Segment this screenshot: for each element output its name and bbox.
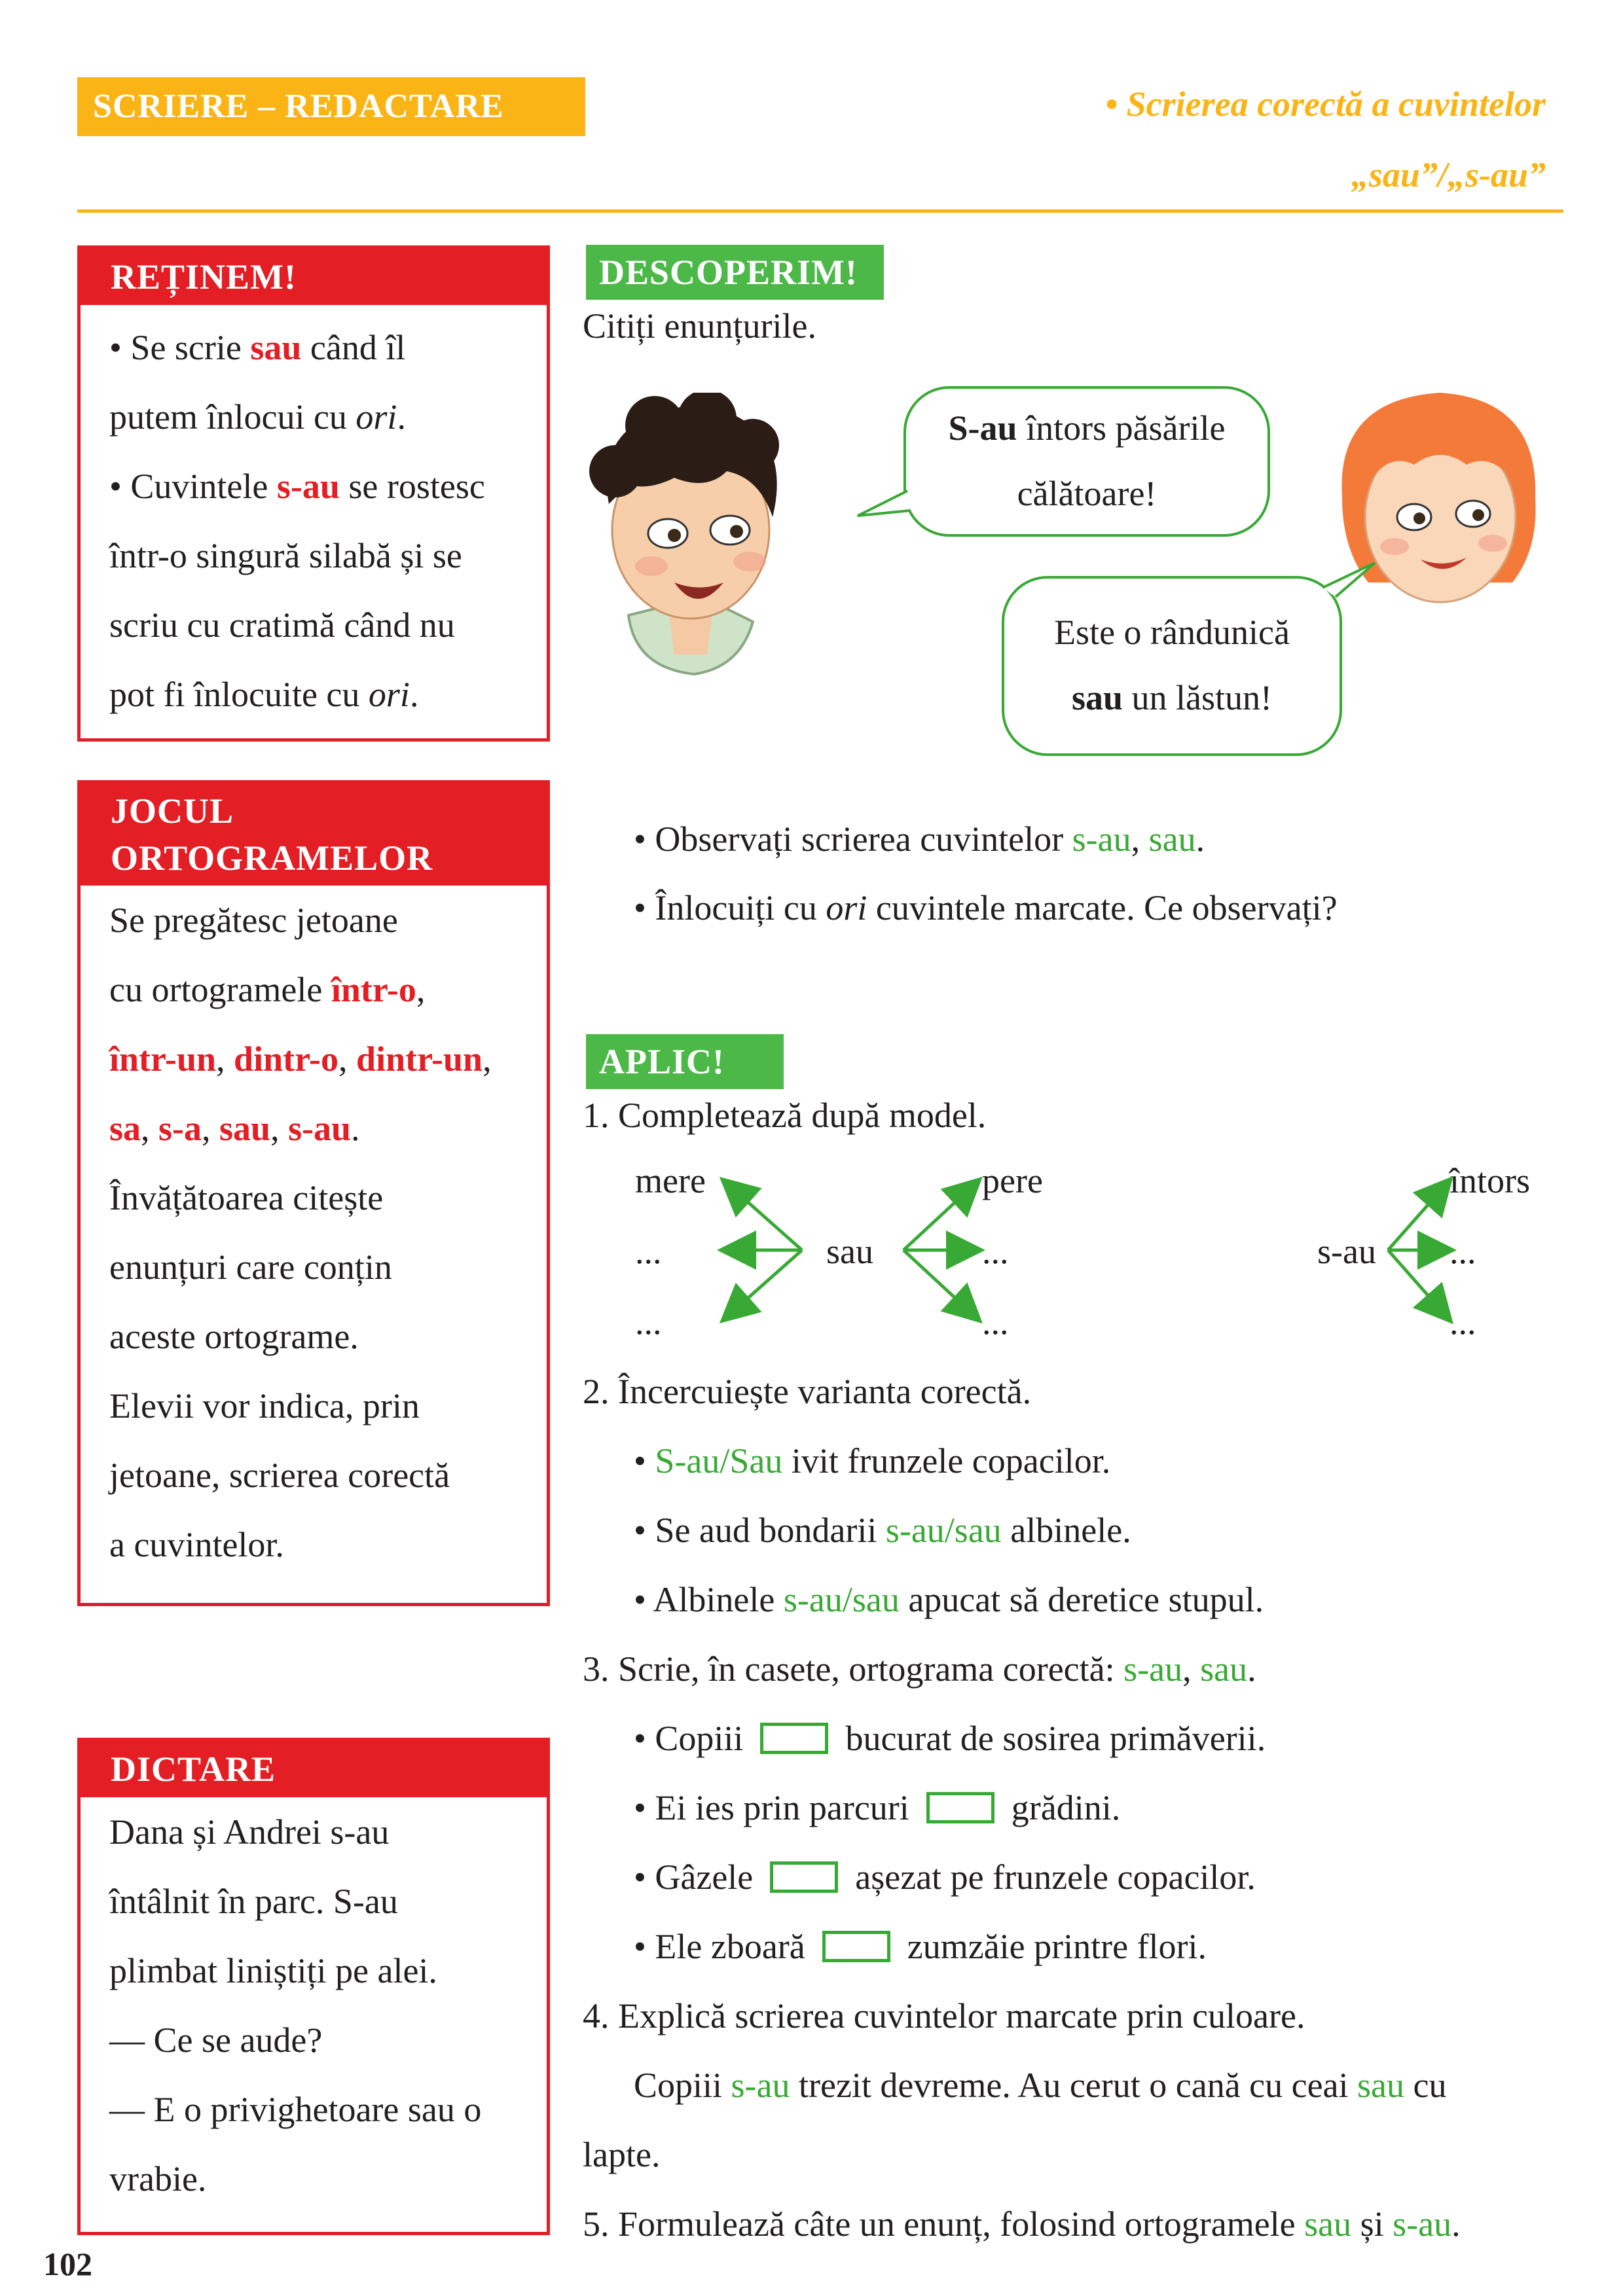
keyword-s-au: S-au <box>948 408 1017 448</box>
speech-bubble-girl <box>1002 576 1342 756</box>
text: • Albinele <box>634 1580 784 1619</box>
retinem-title: REȚINEM! <box>81 249 547 305</box>
text: , <box>416 970 426 1009</box>
observation-1 <box>634 818 1205 860</box>
diagram-r2-bot: ... <box>1450 1302 1476 1342</box>
ortogram: într-un <box>109 1039 217 1079</box>
text: . <box>1195 819 1205 859</box>
text: bucurat de sosirea primăverii. <box>845 1719 1266 1758</box>
text: , <box>483 1039 492 1079</box>
exercise-3-item <box>634 1856 1256 1898</box>
boy-illustration <box>576 393 799 681</box>
text: • Ele zboară <box>634 1927 805 1966</box>
text: • Copiii <box>634 1719 744 1758</box>
text: • Gâzele <box>634 1857 754 1897</box>
exercise-3 <box>583 1648 1256 1690</box>
jocul-line <box>109 1024 518 1094</box>
text: putem înlocui cu <box>109 397 356 437</box>
diagram-left-mid: ... <box>635 1232 662 1271</box>
diagram-right-mid: ... <box>982 1232 1009 1271</box>
diagram-center-s-au: s-au <box>1317 1232 1376 1271</box>
diagram-right-bot: ... <box>982 1302 1009 1342</box>
text: cu ortogramele <box>109 970 331 1009</box>
keyword-sau: sau <box>1148 819 1196 859</box>
text: 5. Formulează câte un enunț, folosind ortogramele <box>583 2204 1305 2244</box>
text: și <box>1351 2204 1393 2244</box>
keyword-ori: ori <box>368 675 410 714</box>
text: întors păsările <box>1017 408 1226 448</box>
lesson-topic-line2: „sau”/„s-au” <box>1351 155 1546 194</box>
bubble-line <box>906 395 1267 461</box>
text: , <box>216 1039 234 1079</box>
keyword-s-au: s-au <box>731 2066 790 2105</box>
observation-2 <box>634 887 1338 929</box>
jocul-box <box>77 780 550 1606</box>
text: . <box>351 1109 360 1148</box>
keyword-s-au: s-au <box>276 467 340 506</box>
dictare-box <box>77 1738 550 2235</box>
text: albinele. <box>1001 1511 1131 1550</box>
retinem-line <box>109 660 518 729</box>
diagram-center-sau: sau <box>826 1232 873 1271</box>
jocul-line: Învățătoarea citește <box>109 1178 384 1217</box>
exercise-3-item <box>634 1787 1120 1829</box>
text: un lăstun! <box>1123 678 1273 717</box>
retinem-line: scriu cu cratimă când nu <box>109 605 455 645</box>
text: cuvintele marcate. Ce observați? <box>867 888 1338 927</box>
retinem-line <box>109 382 518 452</box>
text: • Se aud bondarii <box>634 1511 886 1550</box>
jocul-line: Se pregătesc jetoane <box>109 901 398 940</box>
text: , <box>141 1109 159 1148</box>
text: • Ei ies prin parcuri <box>634 1788 909 1827</box>
section-tag: SCRIERE – REDACTARE <box>77 77 585 136</box>
dictare-title: DICTARE <box>81 1741 547 1797</box>
text: , <box>202 1109 220 1148</box>
jocul-title-line1: JOCUL <box>111 791 234 831</box>
diagram-r2-top: întors <box>1450 1161 1531 1200</box>
speech-bubble-boy <box>903 386 1270 537</box>
keyword-ori: ori <box>356 397 397 437</box>
text: , <box>338 1039 357 1079</box>
exercise-2-item <box>634 1440 1110 1482</box>
descoperim-title: DESCOPERIM! <box>586 245 884 300</box>
text: , <box>1182 1649 1201 1689</box>
retinem-line: într-o singură silabă și se <box>109 536 462 575</box>
text: când îl <box>301 328 406 367</box>
exercise-1: 1. Completează după model. <box>583 1096 987 1135</box>
ortogram: sau <box>219 1109 271 1148</box>
jocul-title-line2: ORTOGRAMELOR <box>111 838 433 878</box>
text: apucat să deretice stupul. <box>899 1580 1264 1619</box>
lesson-topic-line1: • Scrierea corectă a cuvintelor <box>1105 84 1546 124</box>
bubble-tail-girl <box>1309 556 1381 602</box>
dictare-body <box>81 1797 547 2214</box>
diagram-left-bot: ... <box>635 1302 662 1342</box>
jocul-line: jetoane, scrierea corectă <box>109 1456 450 1495</box>
diagram-left-top: mere <box>635 1161 706 1200</box>
keyword-s-au: s-au <box>1393 2204 1452 2244</box>
bubble-line: Este o rândunică <box>1054 613 1290 652</box>
bubble-tail-boy <box>851 484 917 524</box>
text: Copiii <box>634 2066 731 2105</box>
answer-box[interactable] <box>770 1861 838 1893</box>
keyword-sau: sau <box>1071 678 1123 717</box>
exercise-4-text <box>634 2064 1446 2106</box>
text: • Cuvintele <box>109 467 277 506</box>
text: . <box>409 675 419 714</box>
diagram-right-top: pere <box>982 1161 1043 1200</box>
retinem-body <box>81 305 547 729</box>
jocul-line: aceste ortograme. <box>109 1317 359 1356</box>
text: ivit frunzele copacilor. <box>782 1441 1111 1480</box>
exercise-5 <box>583 2203 1461 2245</box>
text: • Se scrie <box>109 328 251 367</box>
exercise-2-item <box>634 1509 1131 1551</box>
jocul-title <box>81 783 547 886</box>
dictare-line: întâlnit în parc. S-au <box>109 1882 398 1921</box>
keyword-sau: sau <box>1357 2066 1405 2105</box>
text: grădini. <box>1011 1788 1121 1827</box>
bubble-line <box>1004 665 1340 730</box>
dictare-line: plimbat liniștiți pe alei. <box>109 1951 437 1990</box>
page-number: 102 <box>43 2246 92 2282</box>
dictare-line: — E o privighetoare sau o <box>109 2090 482 2129</box>
dictare-line: vrabie. <box>109 2159 207 2198</box>
ortogram: dintr-un <box>356 1039 483 1079</box>
exercise-3-item <box>634 1717 1266 1759</box>
bubble-line: călătoare! <box>1017 474 1157 513</box>
exercise-4: 4. Explică scrierea cuvintelor marcate prin culoare. <box>583 1996 1305 2036</box>
text: • Observați scrierea cuvintelor <box>634 819 1072 859</box>
text: . <box>1247 1649 1256 1689</box>
text: • Înlocuiți cu <box>634 888 826 927</box>
answer-box[interactable] <box>760 1723 828 1754</box>
text: , <box>1131 819 1149 859</box>
jocul-line: enunțuri care conțin <box>109 1247 392 1287</box>
jocul-line: Elevii vor indica, prin <box>109 1386 420 1426</box>
jocul-body <box>81 886 547 1579</box>
aplic-title: APLIC! <box>586 1034 784 1089</box>
dictare-line: Dana și Andrei s-au <box>109 1812 390 1852</box>
ortogram: sa <box>109 1109 141 1148</box>
choice-option[interactable]: S-au/Sau <box>655 1441 783 1480</box>
keyword-s-au: s-au <box>1123 1649 1183 1689</box>
ortogram: s-a <box>158 1109 202 1148</box>
text: • <box>634 1441 655 1480</box>
exercise-3-item <box>634 1926 1207 1967</box>
answer-box[interactable] <box>926 1792 994 1823</box>
dictare-line: — Ce se aude? <box>109 2020 323 2060</box>
text: 3. Scrie, în casete, ortograma corectă: <box>583 1649 1124 1689</box>
jocul-line: a cuvintelor. <box>109 1525 284 1564</box>
choice-option[interactable]: s-au/sau <box>783 1580 900 1619</box>
text: așezat pe frunzele copacilor. <box>855 1857 1256 1897</box>
descoperim-instruction: Citiți enunțurile. <box>583 306 816 346</box>
answer-box[interactable] <box>822 1931 890 1962</box>
diagram-arrows <box>707 1165 1460 1335</box>
keyword-ori: ori <box>826 888 867 927</box>
retinem-line <box>109 452 518 521</box>
keyword-sau: sau <box>1304 2204 1352 2244</box>
diagram-r2-mid: ... <box>1450 1232 1476 1271</box>
jocul-line <box>109 1094 518 1163</box>
header-divider <box>77 209 1563 213</box>
keyword-sau: sau <box>1200 1649 1248 1689</box>
text: pot fi înlocuite cu <box>109 675 369 714</box>
ortogram: într-o <box>331 970 416 1009</box>
retinem-box <box>77 245 550 742</box>
exercise-2: 2. Încercuiește varianta corectă. <box>583 1372 1032 1411</box>
keyword-sau: sau <box>250 328 302 367</box>
text: . <box>1451 2204 1461 2244</box>
ortogram: dintr-o <box>234 1039 339 1079</box>
text: se rostesc <box>339 467 485 506</box>
text: zumzăie printre flori. <box>907 1927 1207 1966</box>
choice-option[interactable]: s-au/sau <box>885 1511 1002 1550</box>
exercise-4-text-cont: lapte. <box>583 2135 661 2174</box>
text: cu <box>1404 2066 1447 2105</box>
retinem-line <box>109 313 518 382</box>
exercise-2-item <box>634 1579 1264 1621</box>
text: trezit devreme. Au cerut o cană cu ceai <box>790 2066 1358 2105</box>
text: , <box>270 1109 289 1148</box>
text: . <box>397 397 406 437</box>
keyword-s-au: s-au <box>1072 819 1131 859</box>
jocul-line <box>109 955 518 1024</box>
ortogram: s-au <box>288 1109 352 1148</box>
